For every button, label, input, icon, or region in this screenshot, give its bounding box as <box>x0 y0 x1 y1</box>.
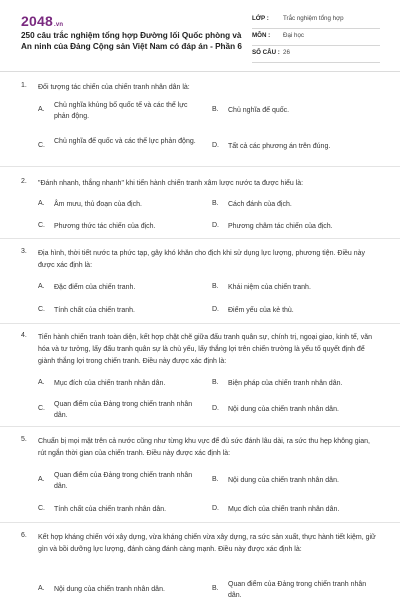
option-key: B. <box>212 476 219 483</box>
option-key: C. <box>38 142 45 149</box>
option-key: B. <box>212 379 219 386</box>
option-text: Biện pháp của chiến tranh nhân dân. <box>228 380 343 387</box>
option-key: D. <box>212 222 219 229</box>
option-text: Nội dung của chiến tranh nhân dân. <box>228 406 339 413</box>
question-number: 1. <box>21 82 27 89</box>
option-text: Âm mưu, thủ đoạn của địch. <box>54 201 142 208</box>
option-text: Đặc điểm của chiến tranh. <box>54 284 136 291</box>
option-key: B. <box>212 283 219 290</box>
option-key: B. <box>212 585 219 592</box>
meta-key: LỚP : <box>252 15 269 22</box>
logo-suffix: .vn <box>53 22 64 28</box>
meta-value: Trắc nghiệm tổng hợp <box>283 15 344 22</box>
question-text: "Đánh nhanh, thắng nhanh" khi tiến hành chiến tranh xâm lược nước ta được hiểu là: <box>38 180 304 187</box>
option-key: C. <box>38 222 45 229</box>
option-text: Cách đánh của địch. <box>228 201 292 208</box>
page-header <box>0 0 400 70</box>
option-key: A. <box>38 379 45 386</box>
option-text: Nội dung của chiến tranh nhân dân. <box>54 586 165 593</box>
option-key: A. <box>38 106 45 113</box>
question-text: Đối tượng tác chiến của chiến tranh nhân dân là: <box>38 84 190 91</box>
question-separator <box>0 166 400 167</box>
meta-row-subject <box>252 29 380 46</box>
option-key: B. <box>212 106 219 113</box>
option-key: B. <box>212 200 219 207</box>
question-number: 5. <box>21 436 27 443</box>
question-number: 2. <box>21 178 27 185</box>
option-key: D. <box>212 142 219 149</box>
option-text: Khái niệm của chiến tranh. <box>228 284 311 291</box>
option-text: Chủ nghĩa đế quốc. <box>228 107 290 114</box>
meta-info <box>252 12 380 63</box>
header-divider <box>0 71 400 72</box>
question-separator <box>0 522 400 523</box>
logo-text: 2048 <box>21 13 53 29</box>
option-text: Mục đích của chiến tranh nhân dân. <box>54 380 166 387</box>
meta-value: 26 <box>283 49 290 56</box>
option-text: Chủ nghĩa đế quốc và các thế lực phản động. <box>54 138 196 145</box>
question-text: Chuẩn bị mọi mặt trên cả nước cũng như từng khu vực để đủ sức đánh lâu dài, ra sức thu hẹp không gian, rút ngắn thời gian của chiến tranh. Điều này được xác định là: <box>38 438 370 457</box>
option-text: Phương châm tác chiến của địch. <box>228 223 333 230</box>
meta-row-class <box>252 12 380 29</box>
option-key: C. <box>38 405 45 412</box>
option-text: Điểm yếu của kẻ thù. <box>228 307 294 314</box>
question-separator <box>0 238 400 239</box>
question-separator <box>0 426 400 427</box>
question-number: 6. <box>21 532 27 539</box>
option-text: Tất cả các phương án trên đúng. <box>228 143 331 150</box>
option-key: A. <box>38 200 45 207</box>
option-text: Phương thức tác chiến của địch. <box>54 223 156 230</box>
option-text: Quan điểm của Đảng trong chiến tranh nhân dân. <box>228 581 367 599</box>
question-text: Địa hình, thời tiết nước ta phức tạp, gây khó khăn cho địch khi sử dụng lực lượng, phương tiện. Điều này được xác định là: <box>38 250 366 269</box>
question-separator <box>0 323 400 324</box>
option-text: Mục đích của chiến tranh nhân dân. <box>228 506 340 513</box>
option-key: C. <box>38 505 45 512</box>
option-text: Chủ nghĩa khủng bố quốc tế và các thế lực phản động. <box>54 102 188 120</box>
option-text: Quan điểm của Đảng trong chiến tranh nhân dân. <box>54 401 193 419</box>
option-key: D. <box>212 505 219 512</box>
site-logo[interactable] <box>21 13 63 29</box>
question-number: 3. <box>21 248 27 255</box>
option-key: A. <box>38 585 45 592</box>
option-text: Quan điểm của Đảng trong chiến tranh nhân dân. <box>54 472 193 490</box>
question-number: 4. <box>21 332 27 339</box>
option-key: A. <box>38 283 45 290</box>
meta-key: MÔN : <box>252 32 271 39</box>
meta-row-count <box>252 46 380 63</box>
option-text: Tính chất của chiến tranh nhân dân. <box>54 506 167 513</box>
question-text: Kết hợp kháng chiến với xây dựng, vừa kháng chiến vừa xây dựng, ra sức sản xuất, thực hành tiết kiệm, giữ gìn và bồi dưỡng lực lượng, đánh càng đánh càng mạnh. Điều này được xác định là: <box>38 534 376 553</box>
option-key: D. <box>212 306 219 313</box>
question-text: Tiến hành chiến tranh toàn diện, kết hợp chặt chẽ giữa đấu tranh quân sự, chính trị, ngoại giao, kinh tế, văn hóa và tư tưởng, lấy đấu tranh quân sự là chủ yếu, lấy thắng lợi trên chiến trường là yếu tố quyết định để giành thắng lợi trong chiến tranh. Điều này được xác định là: <box>38 334 372 365</box>
option-key: C. <box>38 306 45 313</box>
page-title: 250 câu trắc nghiệm tổng hợp Đường lối Quốc phòng và An ninh của Đảng Cộng sản Việt Nam có đáp án - Phần 6 <box>21 31 242 51</box>
option-key: D. <box>212 405 219 412</box>
option-text: Nội dung của chiến tranh nhân dân. <box>228 477 339 484</box>
option-text: Tính chất của chiến tranh. <box>54 307 135 314</box>
meta-key: SỐ CÂU : <box>252 49 280 56</box>
meta-value: Đại học <box>283 32 304 39</box>
option-key: A. <box>38 476 45 483</box>
